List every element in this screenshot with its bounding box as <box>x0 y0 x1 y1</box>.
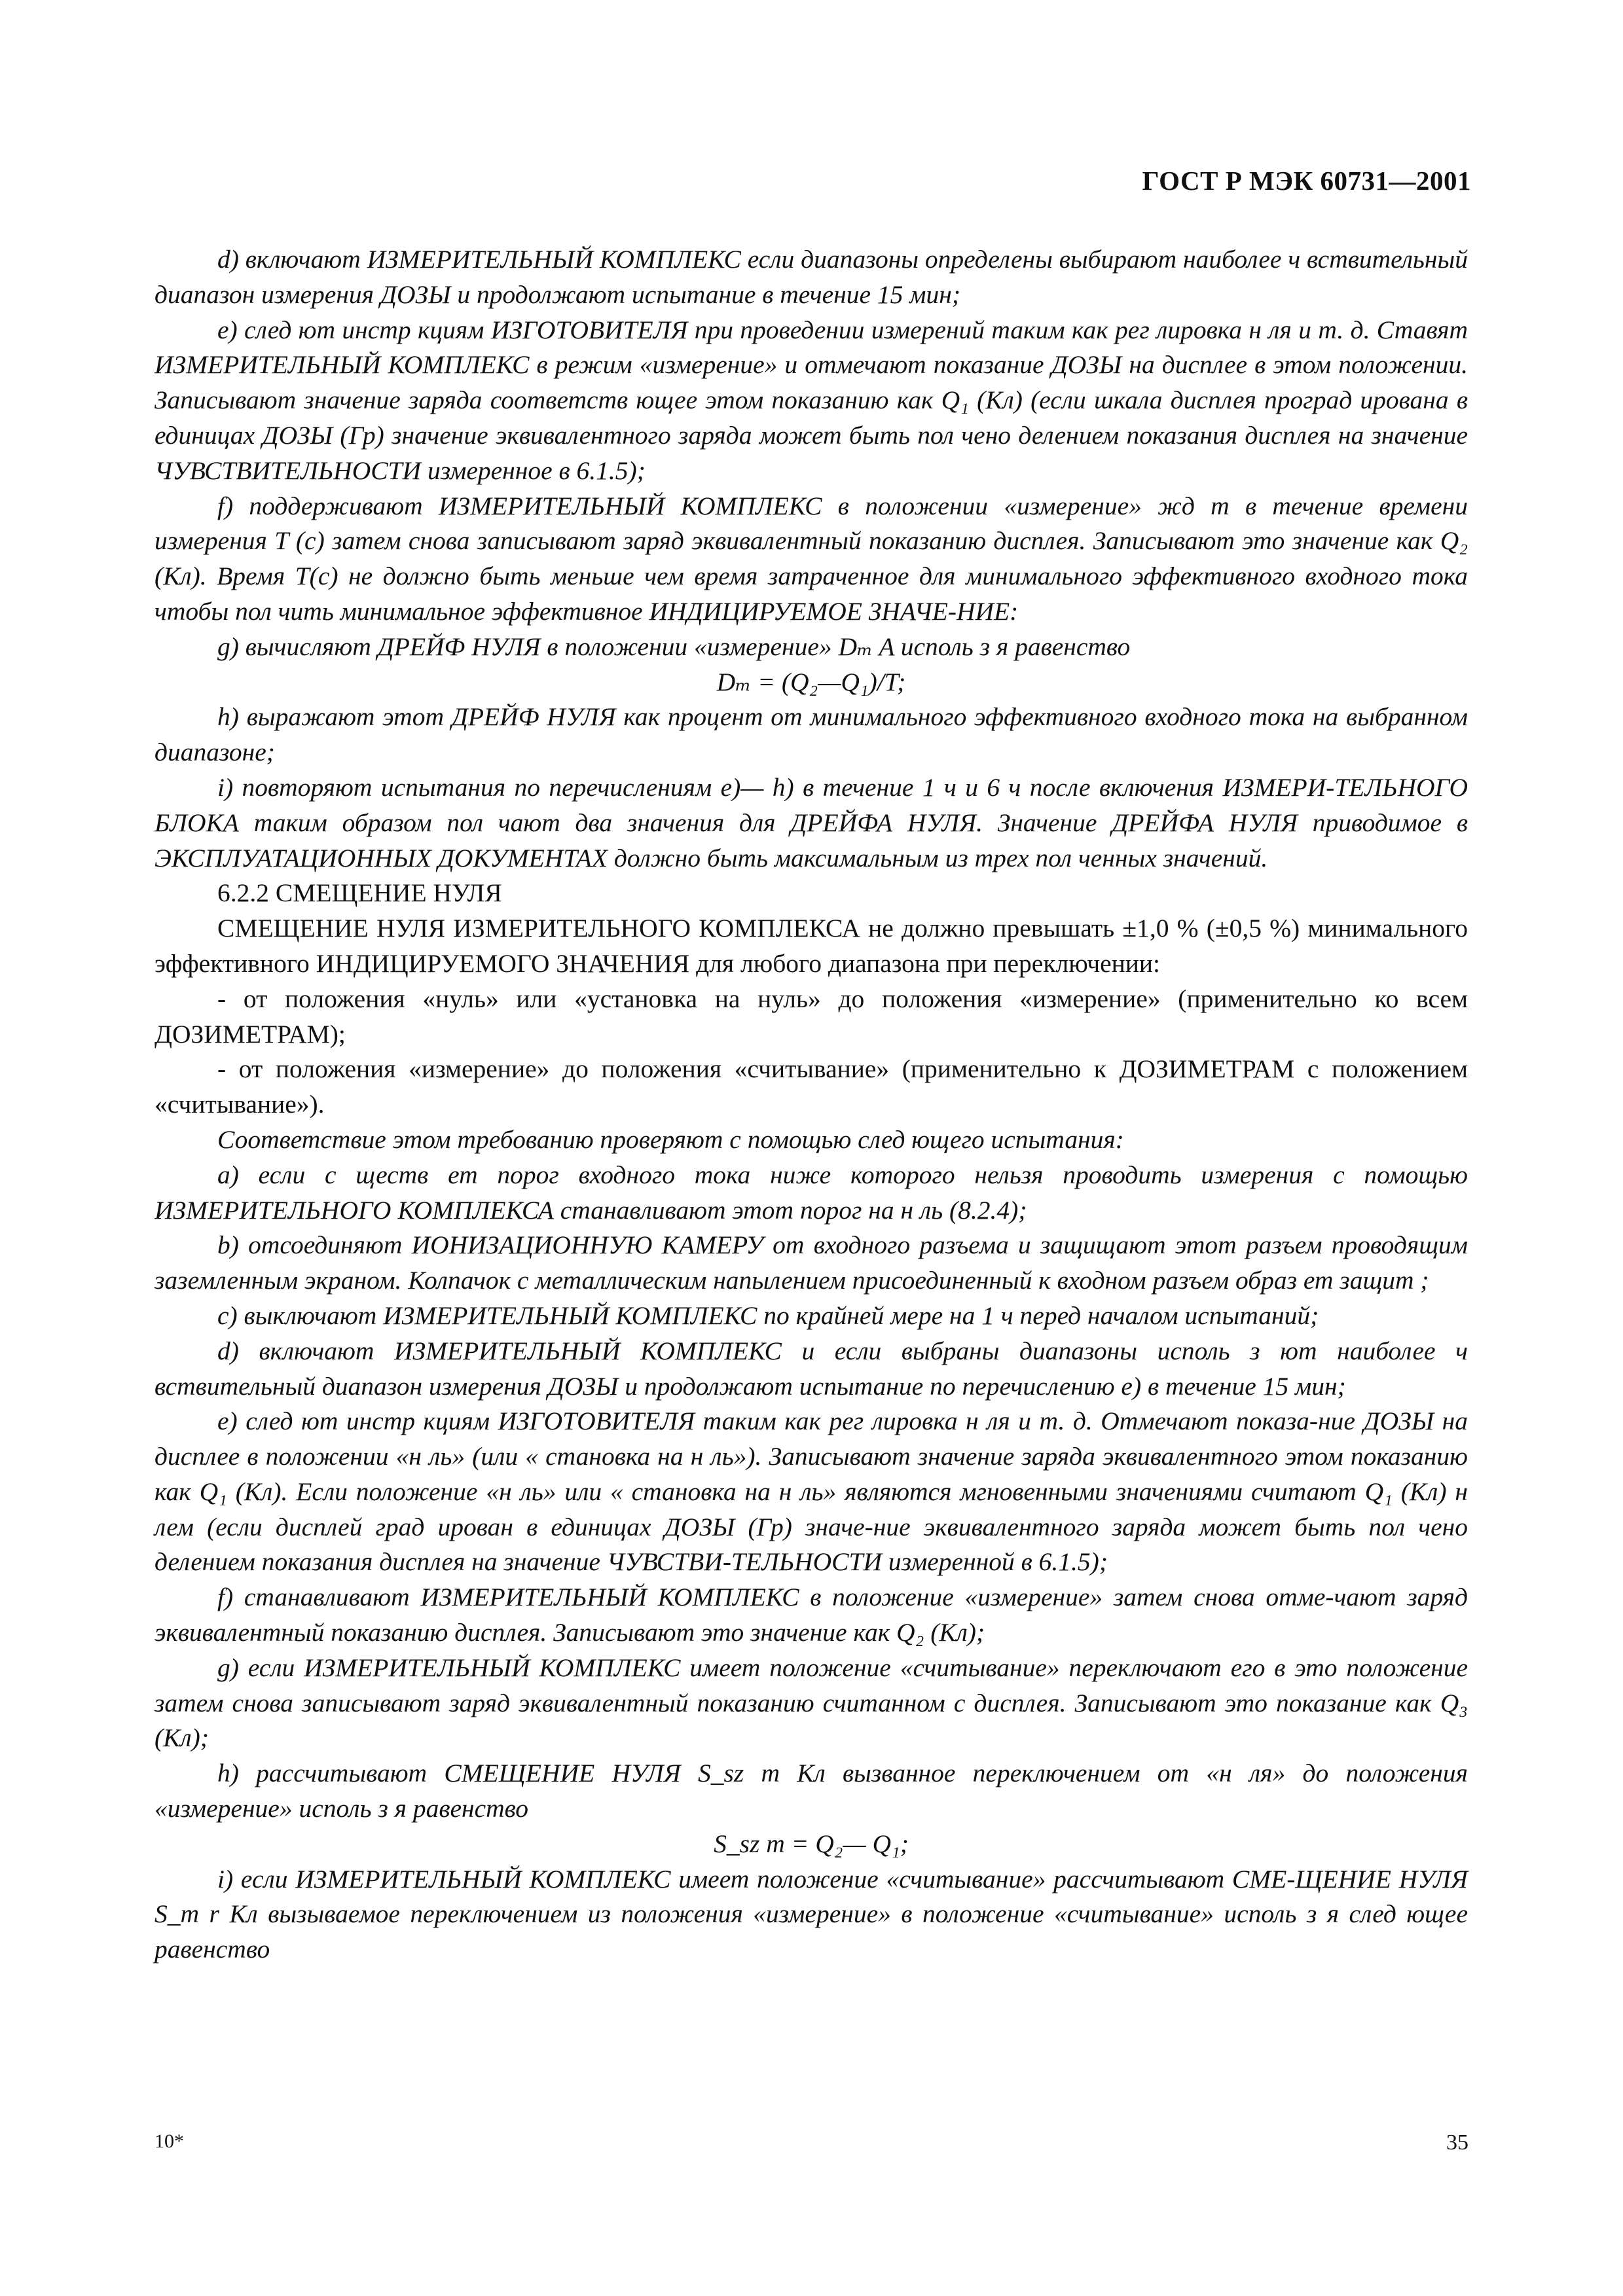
paragraph-i-compute-read-shift: i) если ИЗМЕРИТЕЛЬНЫЙ КОМПЛЕКС имеет положение «считывание» рассчитывают СМЕ-ЩЕНИЕ НУЛЯ S_m r Кл вызываемое переключением из положения «измерение» в положение «считывание» исполь з я след ющее равенство <box>155 1864 1468 1964</box>
paragraph-g-read-position: g) если ИЗМЕРИТЕЛЬНЫЙ КОМПЛЕКС имеет положение «считывание» переключают его в это положение затем снова записывают заряд эквивалентный показанию считанном с дисплея. Записывают это показание как Q₃ (Кл); <box>155 1653 1468 1753</box>
paragraph-c-switch-off: c) выключают ИЗМЕРИТЕЛЬНЫЙ КОМПЛЕКС по крайней мере на 1 ч перед началом испытаний; <box>217 1300 1319 1330</box>
page-number: 35 <box>1446 2130 1468 2155</box>
paragraph-f-set-measure: f) станавливают ИЗМЕРИТЕЛЬНЫЙ КОМПЛЕКС в положение «измерение» затем снова отме-чают заряд эквивалентный показанию дисплея. Записывают это значение как Q₂ (Кл); <box>155 1583 1468 1647</box>
paragraph-g-compute-drift: g) вычисляют ДРЕЙФ НУЛЯ в положении «измерение» Dₘ A исполь з я равенство <box>217 632 1131 661</box>
paragraph-e-follow-instructions-2: e) след ют инстр кциям ИЗГОТОВИТЕЛЯ таким как рег лировка н ля и т. д. Отмечают показа-ние ДОЗЫ на дисплее в положении «н ль» (или « становка на н ль»). Записывают значение заряда эквивалентного этом показанию как Q₁ (Кл). Если положение «н ль» или « становка на н ль» являются мгновенными значениями считают Q₁ (Кл) н лем (если дисплей град ирован в единицах ДОЗЫ (Гр) значе-ние эквивалентного заряда может быть пол чено делением показания дисплея на значение ЧУВСТВИ-ТЕЛЬНОСТИ измеренной в 6.1.5); <box>155 1407 1468 1577</box>
paragraph-compliance-check: Соответствие этом требованию проверяют с помощью след ющего испытания: <box>217 1124 1124 1154</box>
paragraph-e-follow-instructions: e) след ют инстр кциям ИЗГОТОВИТЕЛЯ при проведении измерений таким как рег лировка н ля и т. д. Ставят ИЗМЕРИТЕЛЬНЫЙ КОМПЛЕКС в режим «измерение» и отмечают показание ДОЗЫ на дисплее в этом положении. Записывают значение заряда соответств ющее этом показанию как Q₁ (Кл) (если шкала дисплея проград ирована в единицах ДОЗЫ (Гр) значение эквивалентного заряда может быть пол чено делением показания дисплея на значение ЧУВСТВИТЕЛЬНОСТИ измеренное в 6.1.5); <box>155 315 1468 485</box>
paragraph-f-keep-measure: f) поддерживают ИЗМЕРИТЕЛЬНЫЙ КОМПЛЕКС в положении «измерение» жд т в течение времени измерения T (c) затем снова записывают заряд эквивалентный показанию дисплея. Записывают это значение как Q₂ (Кл). Время T(c) не должно быть меньше чем время затраченное для минимального эффективного входного тока чтобы пол чить минимальное эффективное ИНДИЦИРУЕМОЕ ЗНАЧЕ-НИЕ: <box>155 491 1468 626</box>
section-heading-6-2-2: 6.2.2 СМЕЩЕНИЕ НУЛЯ <box>217 878 502 908</box>
paragraph-h-compute-shift: h) рассчитывают СМЕЩЕНИЕ НУЛЯ S_sz m Кл вызванное переключением от «н ля» до положения «измерение» исполь з я равенство <box>155 1759 1468 1823</box>
paragraph-a-threshold: a) если с ществ ет порог входного тока ниже которого нельзя проводить измерения с помощью ИЗМЕРИТЕЛЬНОГО КОМПЛЕКСА станавливают этот порог на н ль (8.2.4); <box>155 1160 1468 1225</box>
list-item-measure-to-read: - от положения «измерение» до положения «считывание» (применительно к ДОЗИМЕТРАМ с положением «считывание»). <box>155 1054 1468 1119</box>
paragraph-b-disconnect-chamber: b) отсоединяют ИОНИЗАЦИОННУЮ КАМЕРУ от входного разъема и защищают этот разъем проводящим заземленным экраном. Колпачок с металлическим напылением присоединенный к входном разъем образ ет защит ; <box>155 1230 1468 1295</box>
formula-shift: S_sz m = Q₂— Q₁; <box>714 1829 909 1858</box>
standard-designation: ГОСТ Р МЭК 60731—2001 <box>1142 166 1471 196</box>
paragraph-d-switch-on: d) включают ИЗМЕРИТЕЛЬНЫЙ КОМПЛЕКС если диапазоны определены выбирают наиболее ч вствительный диапазон измерения ДОЗЫ и продолжают испытание в течение 15 мин; <box>155 245 1468 309</box>
sheet-mark: 10* <box>155 2130 184 2152</box>
paragraph-zero-shift-requirement: СМЕЩЕНИЕ НУЛЯ ИЗМЕРИТЕЛЬНОГО КОМПЛЕКСА не должно превышать ±1,0 % (±0,5 %) минимального эффективного ИНДИЦИРУЕМОГО ЗНАЧЕНИЯ для любого диапазона при переключении: <box>155 914 1468 978</box>
formula-drift: Dₘ = (Q₂—Q₁)/T; <box>716 667 906 696</box>
body-text <box>155 242 1468 1967</box>
paragraph-d-switch-on-2: d) включают ИЗМЕРИТЕЛЬНЫЙ КОМПЛЕКС и если выбраны диапазоны исполь з ют наиболее ч вствительный диапазон измерения ДОЗЫ и продолжают испытание по перечислению e) в течение 15 мин; <box>155 1336 1468 1401</box>
list-item-zero-to-measure: - от положения «нуль» или «установка на нуль» до положения «измерение» (применительно ко всем ДОЗИМЕТРАМ); <box>155 984 1468 1049</box>
paragraph-h-express-drift: h) выражают этот ДРЕЙФ НУЛЯ как процент от минимального эффективного входного тока на выбранном диапазоне; <box>155 702 1468 767</box>
paragraph-i-repeat-tests: i) повторяют испытания по перечислениям e)— h) в течение 1 ч и 6 ч после включения ИЗМЕРИ-ТЕЛЬНОГО БЛОКА таким образом пол чают два значения для ДРЕЙФА НУЛЯ. Значение ДРЕЙФА НУЛЯ приводимое в ЭКСПЛУАТАЦИОННЫХ ДОКУМЕНТАХ должно быть максимальным из трех пол ченных значений. <box>155 772 1468 872</box>
